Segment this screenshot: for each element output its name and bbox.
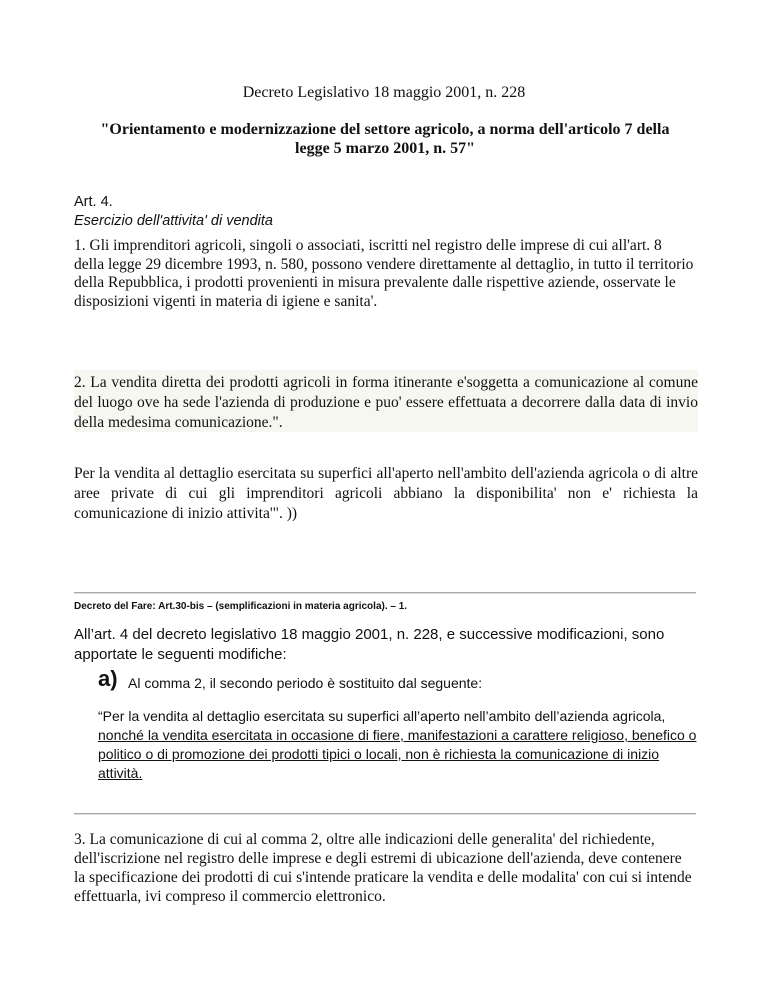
fare-intro: All’art. 4 del decreto legislativo 18 maggio 2001, n. 228, e successive modificazioni, sono apportate le seguenti modifiche: [74,626,665,663]
paragraph-1: 1. Gli imprenditori agricoli, singoli o associati, iscritti nel registro delle imprese di cui all'art. 8 della legge 29 dicembre 1993, n. 580, possono vendere direttamente al dettaglio, in tutto il territorio della Repubblica, i prodotti provenienti in misura prevalente dalle rispettive aziende, osservate le disposizioni vigenti in materia di igiene e sanita'. [74,237,694,310]
quote-plain-text: “Per la vendita al dettaglio esercitata su superfici all’aperto nell’ambito dell’azienda agricola, [98,708,666,724]
paragraph-3: 3. La comunicazione di cui al comma 2, oltre alle indicazioni delle generalita' del richiedente, dell'iscrizione nel registro delle imprese e degli estremi di ubicazione dell'azienda, deve contenere la specificazione dei prodotti di cui s'intende praticare la vendita e delle modalita' con cui si intende effettuarla, ivi compreso il commercio elettronico. [74,831,692,905]
item-a-marker: a) [98,666,118,691]
divider-bottom [74,813,696,815]
amendment-quote [98,707,698,783]
document-title: Decreto Legislativo 18 maggio 2001, n. 228 [242,84,526,101]
divider-top [74,592,696,594]
article-number: Art. 4. [74,194,113,210]
article-heading: Esercizio dell'attivita' di vendita [74,213,273,229]
quote-underlined-text: nonché la vendita esercitata in occasione di fiere, manifestazioni a carattere religioso, benefico o politico o di promozione dei prodotti tipici o locali, non è richiesta la comunicazione di inizio attività. [98,727,697,781]
item-a-text: Al comma 2, il secondo periodo è sostituito dal seguente: [128,675,483,691]
fare-heading: Decreto del Fare: Art.30-bis – (semplificazioni in materia agricola). – 1. [74,601,408,612]
document-subtitle: "Orientamento e modernizzazione del settore agricolo, a norma dell'articolo 7 della legge 5 marzo 2001, n. 57" [100,121,670,157]
note-paragraph: Per la vendita al dettaglio esercitata su superfici all'aperto nell'ambito dell'azienda agricola o di altre aree private di cui gli imprenditori agricoli abbiano la disponibilita' non e' richiesta la comunicazione di inizio attivita'". )) [74,465,698,522]
paragraph-2: 2. La vendita diretta dei prodotti agricoli in forma itinerante e'soggetta a comunicazione al comune del luogo ove ha sede l'azienda di produzione e puo' essere effettuata a decorrere dalla data di invio della medesima comunicazione.". [74,374,698,431]
